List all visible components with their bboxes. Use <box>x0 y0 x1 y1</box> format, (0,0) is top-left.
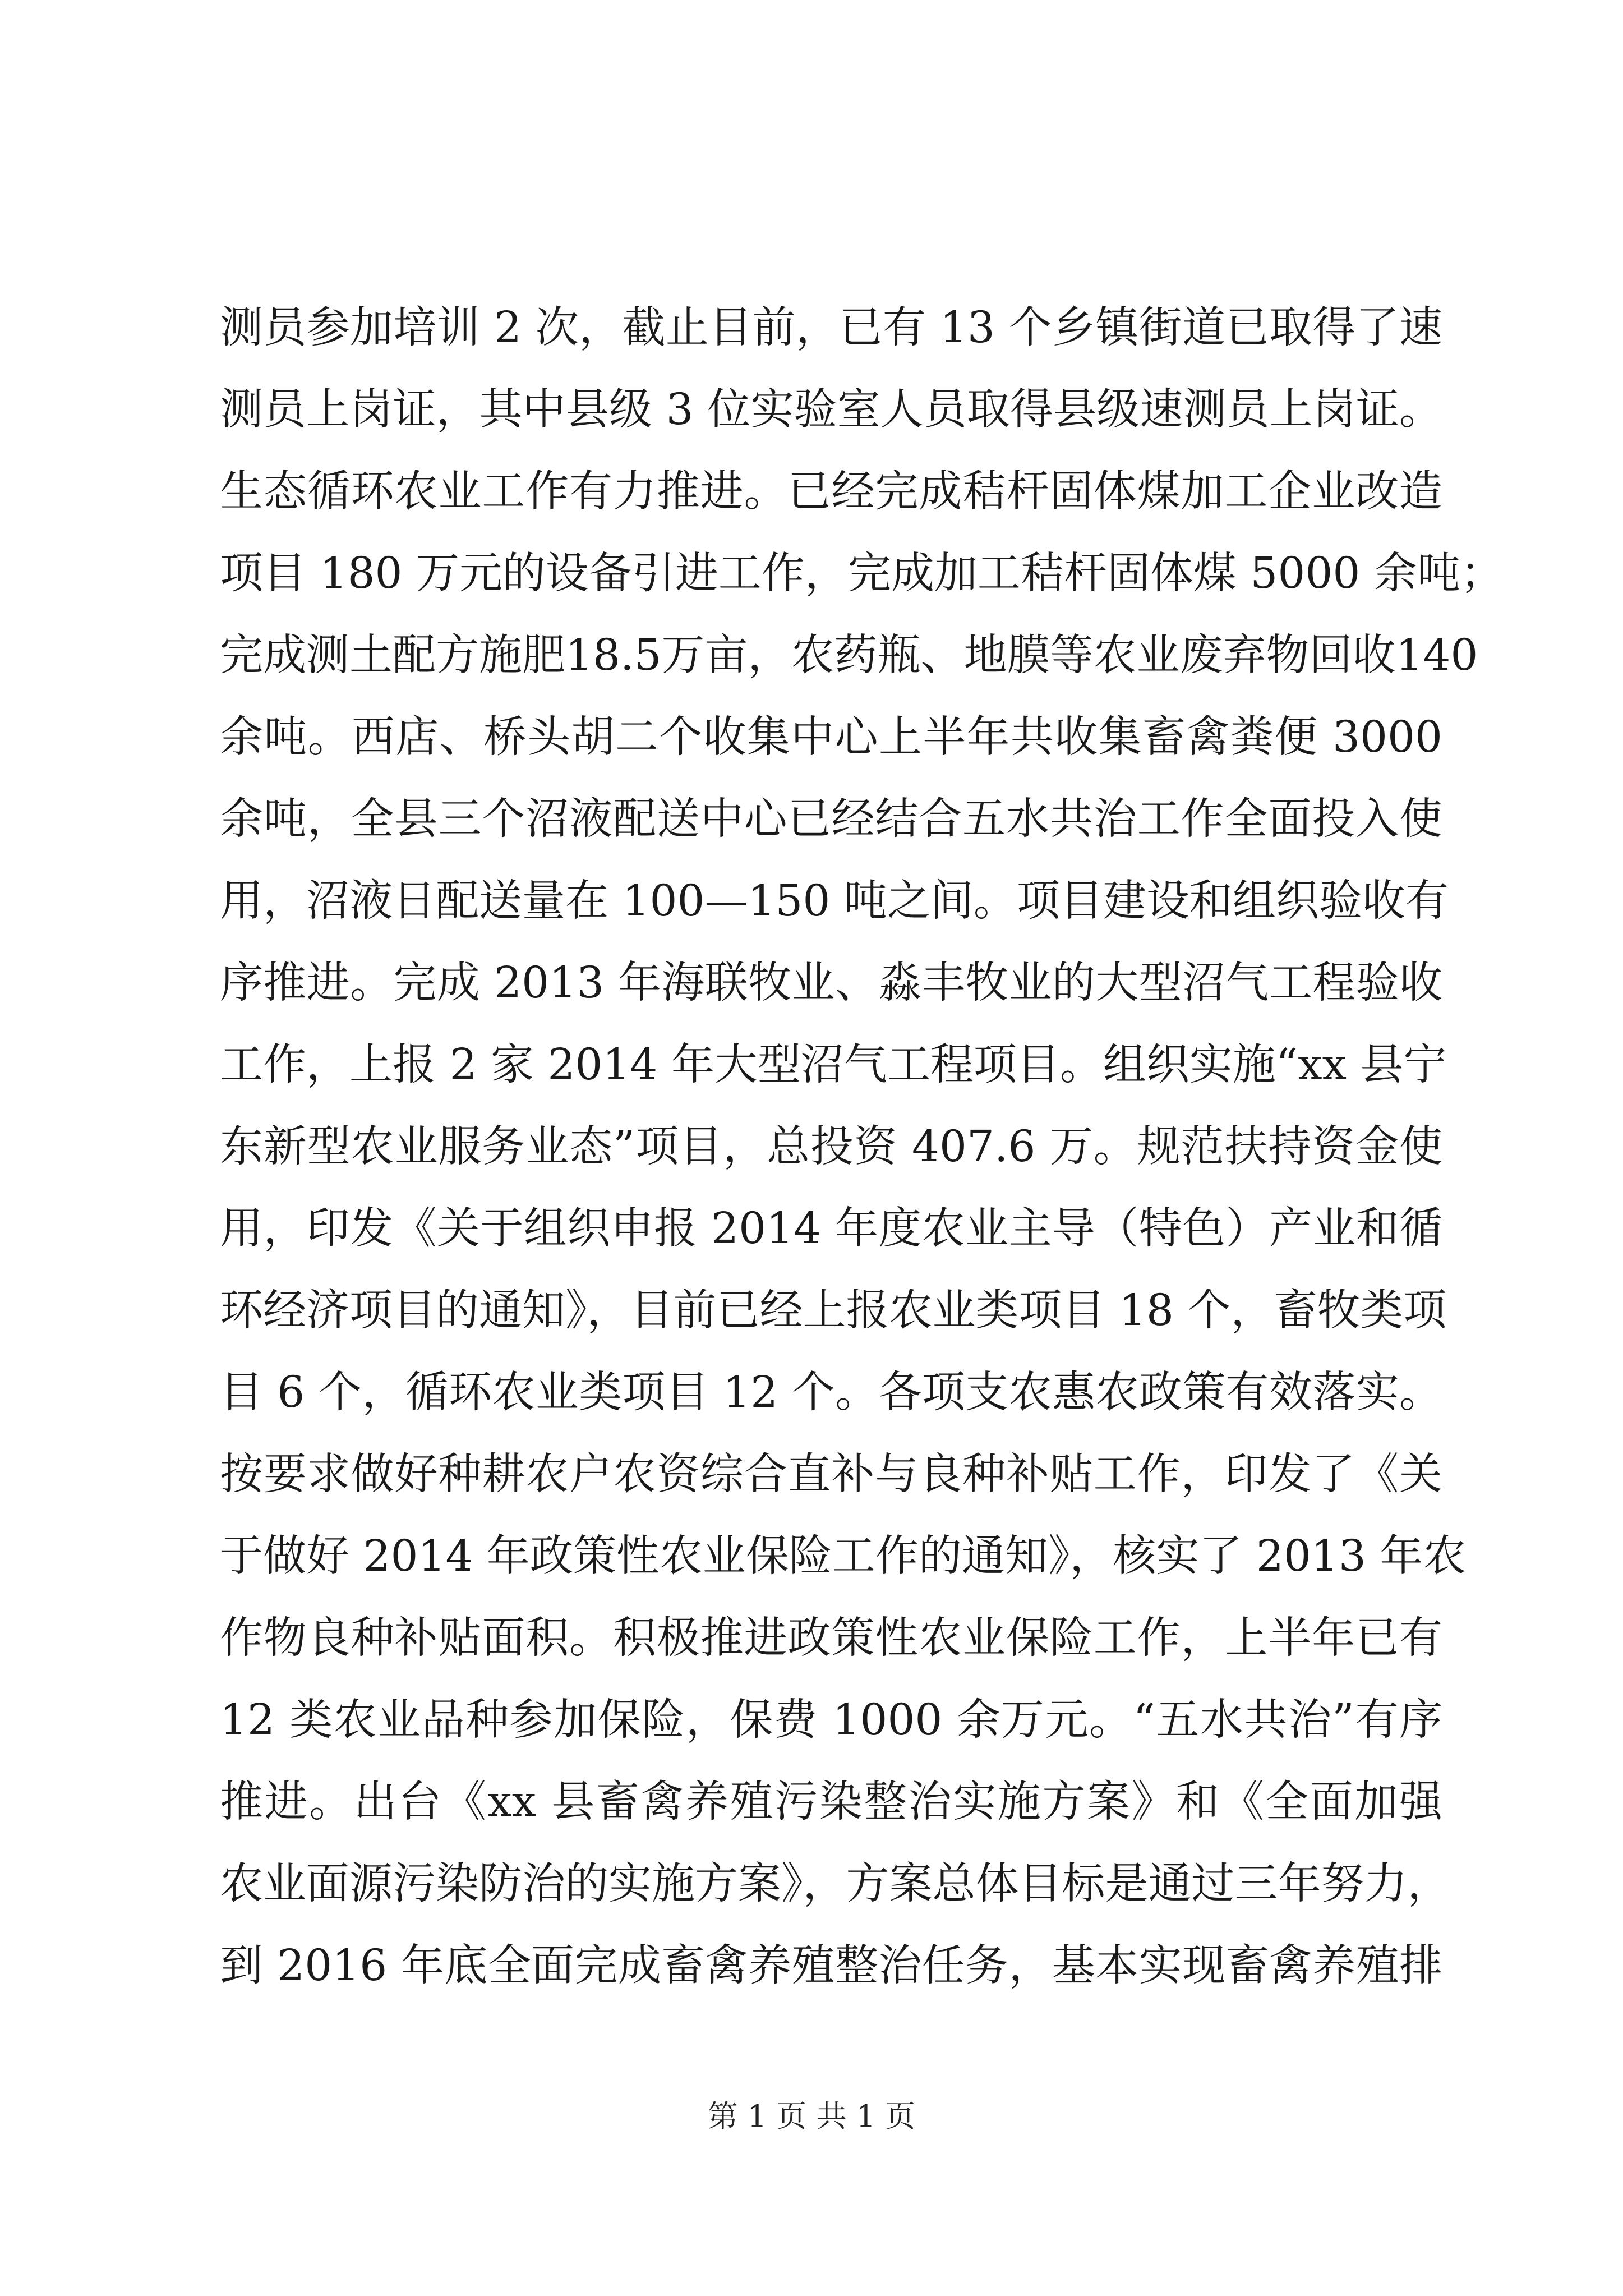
text-line: 余吨。西店、桥头胡二个收集中心上半年共收集畜禽粪便 3000 <box>220 712 1442 762</box>
text-line: 作物良种补贴面积。积极推进政策性农业保险工作，上半年已有 <box>220 1613 1442 1663</box>
text-line: 东新型农业服务业态”项目，总投资 407.6 万。规范扶持资金使 <box>220 1122 1442 1172</box>
text-line: 余吨，全县三个沼液配送中心已经结合五水共治工作全面投入使 <box>220 794 1442 844</box>
page-footer: 第 1 页 共 1 页 <box>707 2099 916 2134</box>
text-line: 12 类农业品种参加保险，保费 1000 余万元。“五水共治”有序 <box>220 1695 1442 1745</box>
text-line: 农业面源污染防治的实施方案》，方案总体目标是通过三年努力， <box>220 1859 1451 1909</box>
text-line: 生态循环农业工作有力推进。已经完成秸杆固体煤加工企业改造 <box>220 467 1442 517</box>
text-line: 测员参加培训 2 次，截止目前，已有 13 个乡镇街道已取得了速 <box>220 303 1442 353</box>
text-line: 到 2016 年底全面完成畜禽养殖整治任务，基本实现畜禽养殖排 <box>220 1941 1442 1991</box>
text-line: 按要求做好种耕农户农资综合直补与良种补贴工作，印发了《关 <box>220 1450 1442 1499</box>
body-text <box>220 287 1504 2007</box>
text-line: 推进。出台《xx 县畜禽养殖污染整治实施方案》和《全面加强 <box>220 1777 1442 1827</box>
text-line: 于做好 2014 年政策性农业保险工作的通知》，核实了 2013 年农 <box>220 1531 1467 1581</box>
text-line: 测员上岗证，其中县级 3 位实验室人员取得县级速测员上岗证。 <box>220 385 1442 435</box>
text-line: 环经济项目的通知》，目前已经上报农业类项目 18 个，畜牧类项 <box>220 1286 1447 1336</box>
text-line: 用，沼液日配送量在 100—150 吨之间。项目建设和组织验收有 <box>220 876 1449 926</box>
text-line: 工作，上报 2 家 2014 年大型沼气工程项目。组织实施“xx 县宁 <box>220 1040 1447 1090</box>
text-line: 目 6 个，循环农业类项目 12 个。各项支农惠农政策有效落实。 <box>220 1368 1442 1418</box>
text-line: 完成测土配方施肥18.5万亩，农药瓶、地膜等农业废弃物回收140 <box>220 631 1478 680</box>
text-line: 序推进。完成 2013 年海联牧业、淼丰牧业的大型沼气工程验收 <box>220 958 1442 1008</box>
text-line: 用，印发《关于组织申报 2014 年度农业主导（特色）产业和循 <box>220 1204 1442 1254</box>
text-line: 项目 180 万元的设备引进工作，完成加工秸杆固体煤 5000 余吨； <box>220 549 1504 599</box>
